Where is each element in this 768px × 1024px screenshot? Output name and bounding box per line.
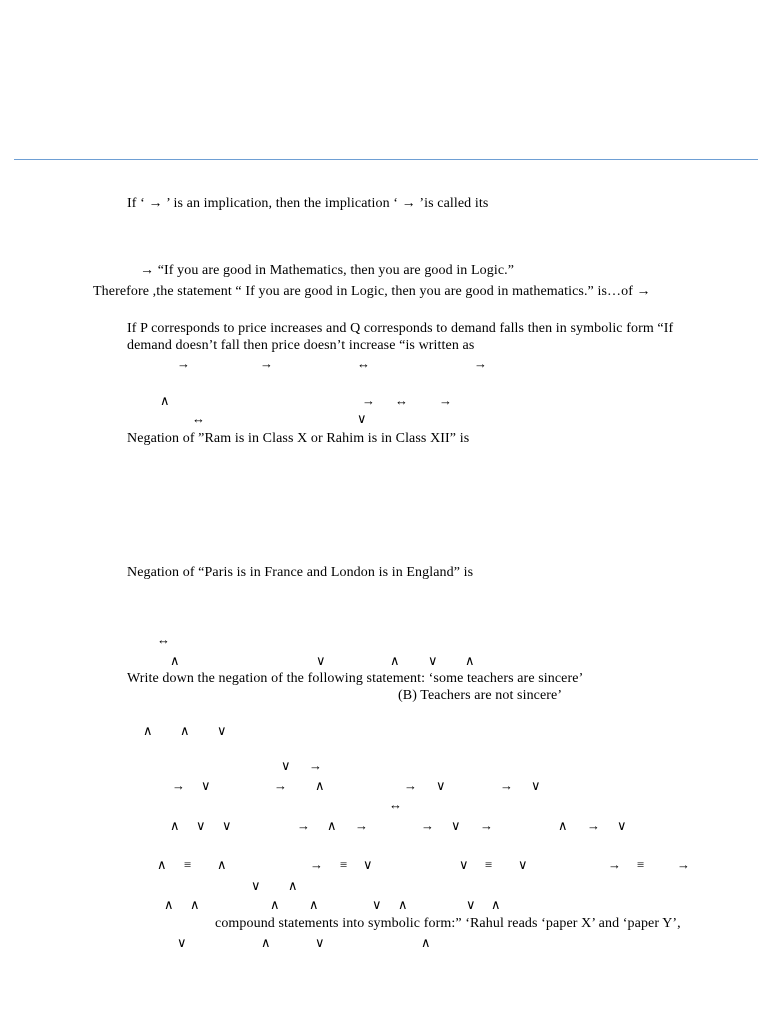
question-1-text: If ‘ → ’ is an implication, then the implication ‘ → ’is called its <box>127 196 489 211</box>
question-5-text: Negation of “Paris is in France and London is in England” is <box>127 565 474 580</box>
or-symbol: ∨ <box>459 857 469 872</box>
or-symbol: ∨ <box>428 653 438 668</box>
and-symbol: ∧ <box>180 723 190 738</box>
and-symbol: ∧ <box>170 818 180 833</box>
implies-symbol: → <box>309 758 322 773</box>
and-symbol: ∧ <box>157 857 167 872</box>
question-4-text: Negation of ”Ram is in Class X or Rahim is in Class XII” is <box>127 431 470 446</box>
implies-symbol: → <box>260 356 273 371</box>
biconditional-symbol: ↔ <box>157 632 170 647</box>
and-symbol: ∧ <box>160 393 170 408</box>
question-7-text: compound statements into symbolic form:” ‘Rahul reads ‘paper X’ and ‘paper Y’, <box>215 916 681 931</box>
or-symbol: ∨ <box>531 778 541 793</box>
and-symbol: ∧ <box>465 653 475 668</box>
equivalence-symbol: ≡ <box>340 857 348 872</box>
implies-symbol: → <box>608 857 621 872</box>
implies-symbol: → <box>480 818 493 833</box>
and-symbol: ∧ <box>261 935 271 950</box>
and-symbol: ∧ <box>190 897 200 912</box>
and-symbol: ∧ <box>288 878 298 893</box>
or-symbol: ∨ <box>251 878 261 893</box>
and-symbol: ∧ <box>421 935 431 950</box>
or-symbol: ∨ <box>316 653 326 668</box>
implies-symbol: → <box>587 818 600 833</box>
equivalence-symbol: ≡ <box>184 857 192 872</box>
and-symbol: ∧ <box>309 897 319 912</box>
or-symbol: ∨ <box>281 758 291 773</box>
biconditional-symbol: ↔ <box>357 356 370 371</box>
or-symbol: ∨ <box>177 935 187 950</box>
and-symbol: ∧ <box>558 818 568 833</box>
question-3-text-cont: demand doesn’t fall then price doesn’t increase “is written as <box>127 338 475 353</box>
implies-symbol: → <box>355 818 368 833</box>
implies-symbol: → <box>404 778 417 793</box>
or-symbol: ∨ <box>617 818 627 833</box>
implies-symbol: → <box>362 393 375 408</box>
implies-symbol: → <box>677 857 690 872</box>
question-2-text: → “If you are good in Mathematics, then you are good in Logic.” <box>140 263 515 278</box>
or-symbol: ∨ <box>357 411 367 426</box>
or-symbol: ∨ <box>315 935 325 950</box>
or-symbol: ∨ <box>196 818 206 833</box>
implies-symbol: → <box>310 857 323 872</box>
and-symbol: ∧ <box>491 897 501 912</box>
biconditional-symbol: ↔ <box>389 797 402 812</box>
question-3-text: If P corresponds to price increases and Q corresponds to demand falls then in symbolic form “If <box>127 321 674 336</box>
or-symbol: ∨ <box>466 897 476 912</box>
implies-symbol: → <box>421 818 434 833</box>
implies-symbol: → <box>177 356 190 371</box>
implies-symbol: → <box>500 778 513 793</box>
implies-symbol: → <box>172 778 185 793</box>
and-symbol: ∧ <box>164 897 174 912</box>
implies-symbol: → <box>274 778 287 793</box>
header-divider <box>14 159 758 160</box>
question-6-text: Write down the negation of the following statement: ‘some teachers are sincere’ <box>127 671 584 686</box>
biconditional-symbol: ↔ <box>395 393 408 408</box>
or-symbol: ∨ <box>451 818 461 833</box>
or-symbol: ∨ <box>363 857 373 872</box>
implies-symbol: → <box>439 393 452 408</box>
and-symbol: ∧ <box>398 897 408 912</box>
equivalence-symbol: ≡ <box>485 857 493 872</box>
and-symbol: ∧ <box>217 857 227 872</box>
question-2-statement: Therefore ,the statement “ If you are good in Logic, then you are good in mathematics.” is…of → <box>93 284 651 299</box>
and-symbol: ∧ <box>390 653 400 668</box>
or-symbol: ∨ <box>217 723 227 738</box>
biconditional-symbol: ↔ <box>192 411 205 426</box>
or-symbol: ∨ <box>518 857 528 872</box>
and-symbol: ∧ <box>143 723 153 738</box>
and-symbol: ∧ <box>315 778 325 793</box>
and-symbol: ∧ <box>270 897 280 912</box>
or-symbol: ∨ <box>201 778 211 793</box>
equivalence-symbol: ≡ <box>637 857 645 872</box>
implies-symbol: → <box>297 818 310 833</box>
and-symbol: ∧ <box>170 653 180 668</box>
or-symbol: ∨ <box>222 818 232 833</box>
and-symbol: ∧ <box>327 818 337 833</box>
or-symbol: ∨ <box>372 897 382 912</box>
implies-symbol: → <box>474 356 487 371</box>
or-symbol: ∨ <box>436 778 446 793</box>
question-6-option-b: (B) Teachers are not sincere’ <box>398 688 563 703</box>
